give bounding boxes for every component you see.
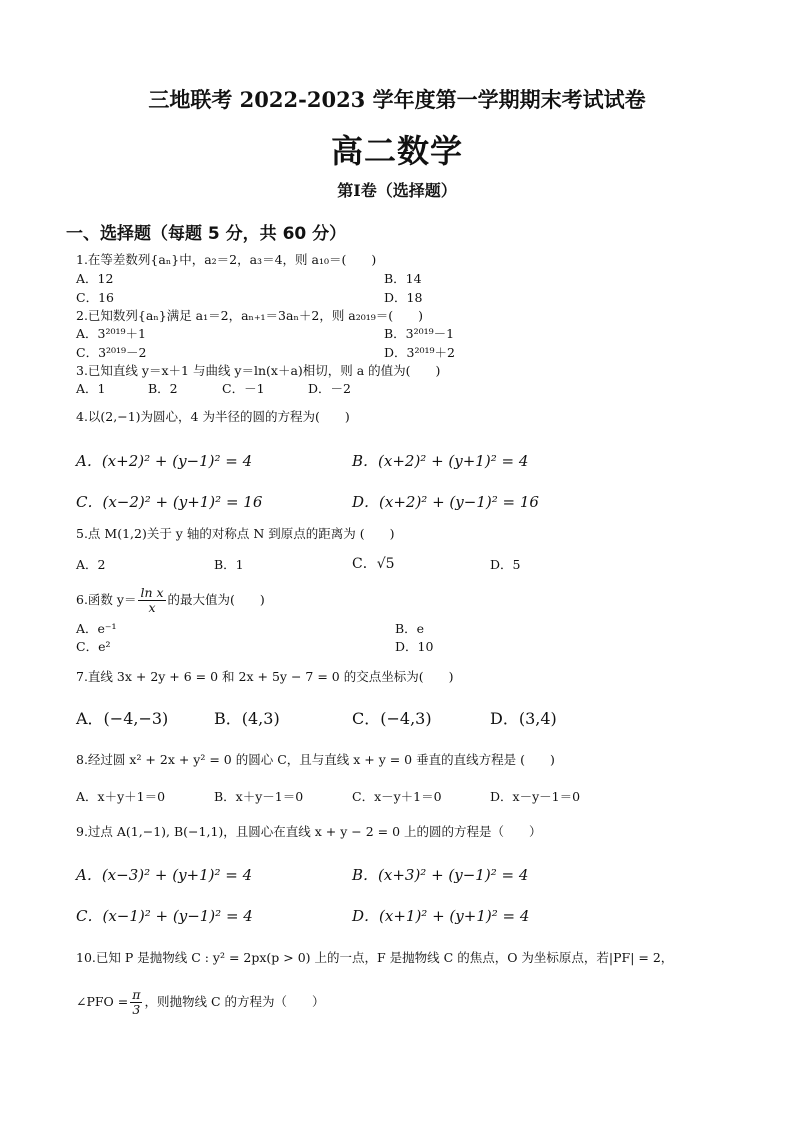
question-5-option-c: C．√5: [352, 556, 395, 572]
question-8-stem: 8.经过圆 x² + 2x + y² = 0 的圆心 C，且与直线 x + y = 0 垂直的直线方程是 ( ): [76, 752, 555, 767]
question-6-stem: [76, 586, 265, 615]
question-1-option-b: B．14: [384, 271, 422, 286]
question-6-option-d: D．10: [395, 639, 434, 654]
question-3-option-a: A．1: [76, 381, 106, 396]
question-6-stem-pre: 6.函数 y＝: [76, 592, 137, 607]
question-2-stem: 2.已知数列{aₙ}满足 a₁＝2，aₙ₊₁＝3aₙ＋2，则 a₂₀₁₉＝( ): [76, 308, 424, 323]
question-3-option-d: D．－2: [308, 381, 351, 396]
question-1-stem: 1.在等差数列{aₙ}中，a₂＝2，a₃＝4，则 a₁₀＝( ): [76, 252, 377, 267]
question-8-option-c: C．x－y＋1＝0: [352, 789, 442, 804]
question-10-fraction-numerator: π: [132, 987, 141, 1002]
question-4-stem: 4.以(2,−1)为圆心，4 为半径的圆的方程为( ): [76, 409, 350, 424]
subject-title: 高二数学: [330, 132, 463, 170]
question-5-option-a: A．2: [76, 557, 106, 572]
question-8-option-b: B．x＋y－1＝0: [214, 789, 304, 804]
question-10-stem-line-2: [76, 988, 325, 1017]
question-4-option-b: B．(x+2)² + (y+1)² = 4: [352, 452, 529, 470]
question-1-option-a: A．12: [76, 271, 114, 286]
question-1-option-c: C．16: [76, 290, 114, 305]
question-9-stem: 9.过点 A(1,−1), B(−1,1)，且圆心在直线 x + y − 2 = 0 上的圆的方程是（ ）: [76, 824, 542, 839]
question-6-stem-post: 的最大值为( ): [167, 592, 265, 607]
question-10-stem2-post: ，则抛物线 C 的方程为（ ）: [144, 994, 325, 1009]
question-7-stem: 7.直线 3x + 2y + 6 = 0 和 2x + 5y − 7 = 0 的交点坐标为( ): [76, 669, 454, 684]
question-2-option-c: C．3²⁰¹⁹－2: [76, 345, 147, 360]
question-4-option-d: D．(x+2)² + (y−1)² = 16: [352, 493, 539, 511]
question-10-stem: 10.已知 P 是抛物线 C : y² = 2px(p > 0) 上的一点，F 是抛物线 C 的焦点，O 为坐标原点，若|PF| = 2，: [76, 950, 674, 965]
question-10-fraction-denominator: 3: [132, 1002, 141, 1017]
question-9-option-b: B．(x+3)² + (y−1)² = 4: [352, 866, 529, 884]
question-10-stem2-pre: ∠PFO =: [76, 994, 129, 1009]
question-8-option-a: A．x＋y＋1＝0: [76, 789, 166, 804]
question-4-option-c: C．(x−2)² + (y+1)² = 16: [76, 493, 263, 511]
question-9-option-d: D．(x+1)² + (y+1)² = 4: [352, 907, 530, 925]
question-1-option-d: D．18: [384, 290, 423, 305]
question-4-option-a: A．(x+2)² + (y−1)² = 4: [76, 452, 253, 470]
section-heading: 一、选择题（每题 5 分，共 60 分）: [66, 224, 347, 244]
question-6-fraction: [138, 586, 165, 615]
exam-title: 三地联考 2022-2023 学年度第一学期期末考试试卷: [148, 87, 646, 112]
question-5-stem: 5.点 M(1,2)关于 y 轴的对称点 N 到原点的距离为 ( ): [76, 526, 395, 541]
part-title: 第Ⅰ卷（选择题）: [337, 181, 457, 200]
question-9-option-a: A．(x−3)² + (y+1)² = 4: [76, 866, 253, 884]
question-7-option-a: A．(−4,−3): [76, 709, 169, 728]
question-7-option-c: C．(−4,3): [352, 709, 432, 728]
question-5-option-d: D．5: [490, 557, 521, 572]
question-5-option-b: B．1: [214, 557, 244, 572]
question-10-fraction: [130, 988, 142, 1017]
question-6-fraction-denominator: x: [148, 600, 156, 615]
question-2-option-b: B．3²⁰¹⁹－1: [384, 326, 455, 341]
question-7-option-d: D．(3,4): [490, 709, 557, 728]
question-6-fraction-numerator: ln x: [140, 585, 164, 600]
question-3-stem: 3.已知直线 y＝x＋1 与曲线 y＝ln(x＋a)相切，则 a 的值为( ): [76, 363, 441, 378]
question-3-option-c: C．－1: [222, 381, 265, 396]
question-6-option-c: C．e²: [76, 639, 111, 654]
question-7-option-b: B．(4,3): [214, 709, 280, 728]
question-2-option-d: D．3²⁰¹⁹＋2: [384, 345, 455, 360]
question-6-option-a: A．e⁻¹: [76, 621, 117, 636]
question-6-option-b: B．e: [395, 621, 425, 636]
question-8-option-d: D．x－y－1＝0: [490, 789, 581, 804]
question-9-option-c: C．(x−1)² + (y−1)² = 4: [76, 907, 253, 925]
question-2-option-a: A．3²⁰¹⁹＋1: [76, 326, 146, 341]
question-3-option-b: B．2: [148, 381, 178, 396]
